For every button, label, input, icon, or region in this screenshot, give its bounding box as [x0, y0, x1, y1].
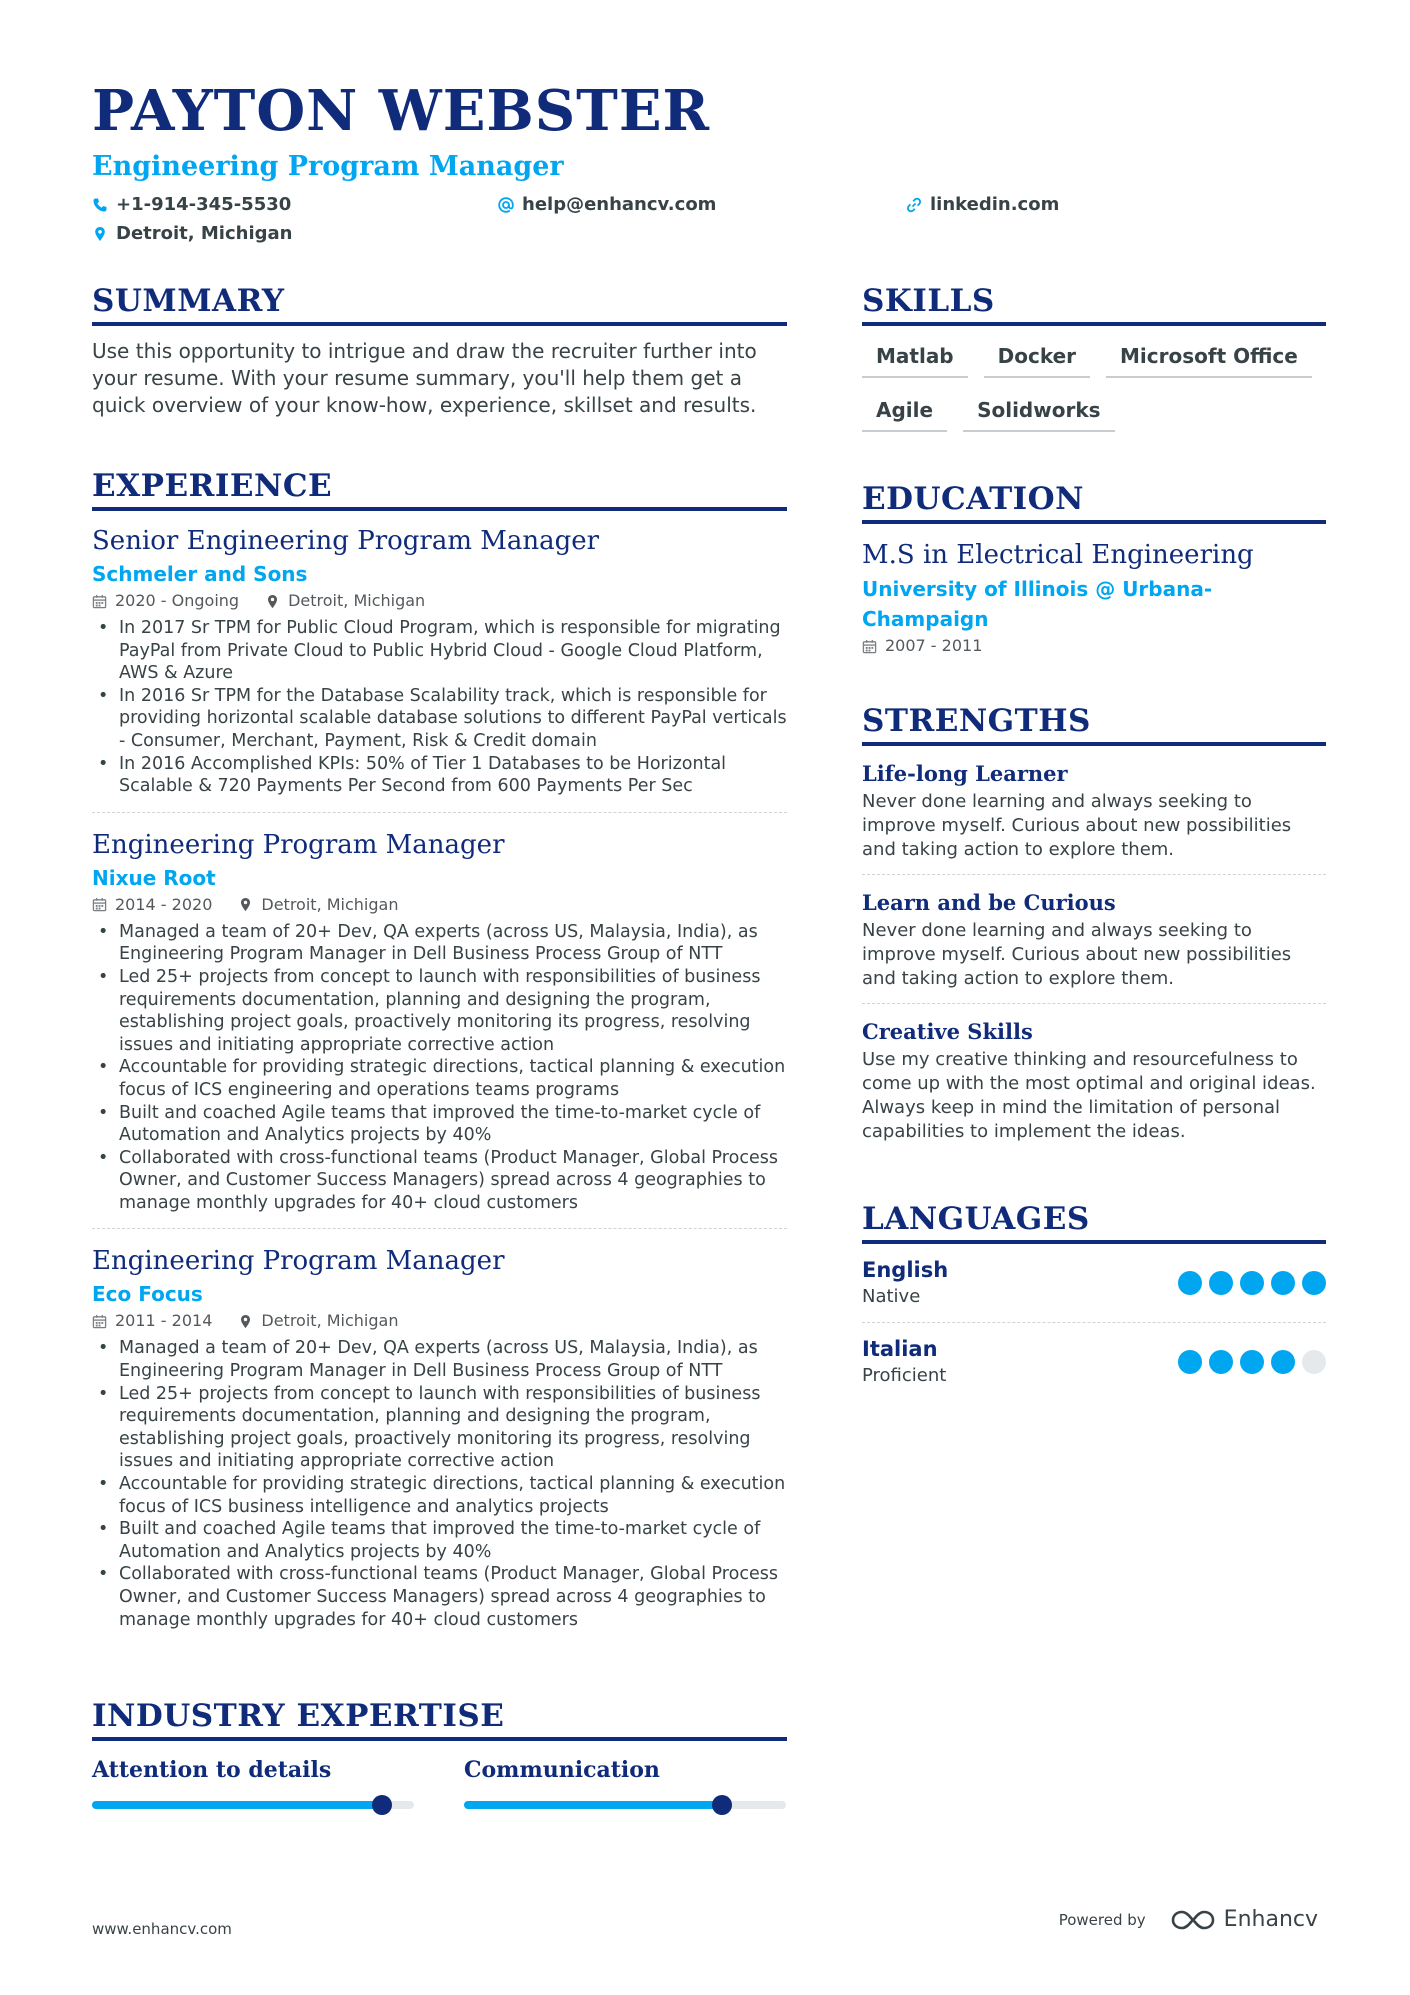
strength-item	[862, 887, 1326, 1004]
expertise-bar	[464, 1801, 786, 1809]
phone-icon	[92, 197, 108, 213]
strengths-list	[862, 758, 1326, 1156]
language-rating	[1178, 1350, 1326, 1374]
skill-tag: Microsoft Office	[1106, 338, 1312, 378]
strength-description: Use my creative thinking and resourcefulness to come up with the most optimal and original ideas. Always keep in mind the limitation of personal capabilities to implement the ideas.	[862, 1049, 1316, 1142]
job-list	[92, 523, 787, 1645]
summary-section	[92, 280, 787, 419]
languages-heading: LANGUAGES	[862, 1198, 1326, 1244]
linkedin-text: linkedin.com	[930, 194, 1060, 215]
job-bullet: • Managed a team of 20+ Dev, QA experts (across US, Malaysia, India), as Engineering Program Manager in Dell Business Process Group of NTT	[92, 921, 787, 966]
language-item	[862, 1335, 1326, 1401]
calendar-icon	[92, 1314, 107, 1329]
job-location	[238, 1309, 398, 1333]
strengths-section	[862, 700, 1326, 1156]
calendar-icon	[92, 594, 107, 609]
footer-branding	[1059, 1907, 1318, 1932]
job-bullet: • Led 25+ projects from concept to launch with responsibilities of business requirements documentation, planning and designing the program, establishing project goals, proactively monitoring its progress, resolving issues and initiating appropriate corrective action	[92, 966, 787, 1056]
summary-heading: SUMMARY	[92, 280, 787, 326]
education-meta	[862, 634, 1326, 658]
job-bullet: • Collaborated with cross-functional teams (Product Manager, Global Process Owner, and Customer Success Managers) spread across 4 geographies to manage monthly upgrades for 40+ cloud customers	[92, 1147, 787, 1215]
skills-heading: SKILLS	[862, 280, 1326, 326]
contact-location	[92, 223, 292, 244]
education-heading: EDUCATION	[862, 478, 1326, 524]
language-rating	[1178, 1271, 1326, 1295]
experience-section	[92, 465, 787, 1645]
job-bullet: • Accountable for providing strategic directions, tactical planning & execution focus of ICS engineering and operations teams programs	[92, 1056, 787, 1101]
languages-section	[862, 1198, 1326, 1401]
job-dates-text: 2020 - Ongoing	[115, 591, 240, 610]
proficiency-dot	[1240, 1350, 1264, 1374]
powered-by-label: Powered by	[1058, 1910, 1146, 1929]
expertise-bar-knob	[372, 1795, 392, 1815]
skill-tag: Docker	[984, 338, 1090, 378]
candidate-name: PAYTON WEBSTER	[92, 78, 711, 144]
proficiency-dot	[1302, 1271, 1326, 1295]
left-column	[92, 280, 787, 1809]
summary-text: Use this opportunity to intrigue and draw the recruiter further into your resume. With your resume summary, you'll help them get a quick overview of your know-how, experience, skillset and results.	[92, 339, 757, 417]
proficiency-dot	[1271, 1271, 1295, 1295]
job-bullet: • Collaborated with cross-functional teams (Product Manager, Global Process Owner, and Customer Success Managers) spread across 4 geographies to manage monthly upgrades for 40+ cloud customers	[92, 1563, 787, 1631]
language-item	[862, 1256, 1326, 1323]
expertise-item	[464, 1753, 786, 1809]
job-bullets	[92, 1337, 787, 1631]
job-location-text: Detroit, Michigan	[261, 1311, 399, 1331]
job-company[interactable]: Eco Focus	[92, 1282, 203, 1307]
language-name: English	[862, 1258, 949, 1282]
industry-expertise-section	[92, 1695, 787, 1809]
job-location	[238, 893, 398, 917]
skills-list	[862, 338, 1326, 432]
expertise-bar-fill	[464, 1801, 722, 1809]
expertise-list	[92, 1753, 787, 1809]
strengths-heading: STRENGTHS	[862, 700, 1326, 746]
job-location-text: Detroit, Michigan	[261, 894, 399, 914]
candidate-role: Engineering Program Manager	[92, 151, 564, 182]
job-title: Engineering Program Manager	[92, 1246, 505, 1277]
link-icon	[906, 197, 922, 213]
education-degree: M.S in Electrical Engineering	[862, 540, 1254, 570]
job-entry	[92, 523, 787, 813]
expertise-bar-fill	[92, 1801, 382, 1809]
right-column	[862, 280, 1326, 1413]
calendar-icon	[862, 639, 877, 654]
skill-tag: Matlab	[862, 338, 968, 378]
job-dates	[92, 589, 239, 613]
job-meta	[92, 893, 787, 917]
proficiency-dot	[1240, 1271, 1264, 1295]
job-location	[265, 589, 425, 613]
proficiency-dot	[1271, 1350, 1295, 1374]
education-dates	[862, 634, 982, 658]
enhancv-logo-text: Enhancv	[1223, 1907, 1318, 1932]
strength-title: Learn and be Curious	[862, 890, 1116, 915]
strength-item	[862, 1016, 1326, 1156]
proficiency-dot	[1302, 1350, 1326, 1374]
expertise-label: Communication	[464, 1757, 660, 1784]
email-text: help@enhancv.com	[522, 194, 717, 215]
strength-title: Creative Skills	[862, 1019, 1033, 1044]
job-bullets	[92, 617, 787, 798]
skill-tag: Agile	[862, 392, 947, 432]
job-bullet: • In 2016 Accomplished KPIs: 50% of Tier 1 Databases to be Horizontal Scalable & 720 Payments Per Second from 600 Payments Per Sec	[92, 753, 787, 798]
language-name: Italian	[862, 1337, 938, 1361]
strength-title: Life-long Learner	[862, 761, 1068, 786]
experience-heading: EXPERIENCE	[92, 465, 787, 511]
proficiency-dot	[1209, 1350, 1233, 1374]
strength-description: Never done learning and always seeking to improve myself. Curious about new possibilities and taking action to explore them.	[862, 920, 1292, 989]
job-dates-text: 2014 - 2020	[115, 894, 213, 914]
strength-description: Never done learning and always seeking to improve myself. Curious about new possibilities and taking action to explore them.	[862, 791, 1292, 860]
job-dates	[92, 893, 212, 917]
enhancv-logo-icon	[1170, 1908, 1216, 1932]
proficiency-dot	[1178, 1350, 1202, 1374]
job-entry	[92, 1243, 787, 1645]
languages-list	[862, 1256, 1326, 1401]
enhancv-logo[interactable]	[1170, 1907, 1318, 1932]
industry-expertise-heading: INDUSTRY EXPERTISE	[92, 1695, 787, 1741]
job-title: Engineering Program Manager	[92, 829, 505, 860]
at-icon	[498, 197, 514, 213]
job-bullets	[92, 921, 787, 1215]
job-dates-text: 2011 - 2014	[115, 1311, 213, 1331]
calendar-icon	[92, 897, 107, 912]
contact-linkedin[interactable]	[906, 194, 1059, 215]
footer-website[interactable]: www.enhancv.com	[92, 1920, 232, 1938]
language-level: Native	[862, 1286, 921, 1307]
proficiency-dot	[1178, 1271, 1202, 1295]
location-pin-icon	[238, 1314, 253, 1329]
job-bullet: • Built and coached Agile teams that improved the time-to-market cycle of Automation and Analytics projects by 40%	[92, 1518, 787, 1563]
skills-section	[862, 280, 1326, 432]
proficiency-dot	[1209, 1271, 1233, 1295]
education-school[interactable]: University of Illinois @ Urbana-Champaign	[862, 577, 1213, 631]
education-dates-text: 2007 - 2011	[885, 636, 983, 655]
phone-text: +1-914-345-5530	[116, 194, 292, 215]
job-meta	[92, 1309, 787, 1333]
language-level: Proficient	[862, 1365, 947, 1386]
skill-tag: Solidworks	[963, 392, 1114, 432]
strength-item	[862, 758, 1326, 875]
education-section	[862, 478, 1326, 658]
job-title: Senior Engineering Program Manager	[92, 526, 600, 556]
location-pin-icon	[238, 897, 253, 912]
job-entry	[92, 827, 787, 1230]
expertise-item	[92, 1753, 414, 1809]
contact-info	[92, 190, 1332, 250]
location-pin-icon	[265, 594, 280, 609]
job-bullet: • In 2016 Sr TPM for the Database Scalability track, which is responsible for providing horizontal scalable database solutions to different PayPal verticals - Consumer, Merchant, Payment, Risk & Credit domain	[92, 685, 787, 753]
job-meta	[92, 589, 787, 613]
resume-header	[92, 76, 1332, 250]
job-bullet: • In 2017 Sr TPM for Public Cloud Program, which is responsible for migrating PayPal from Private Cloud to Public Hybrid Cloud - Google Cloud Platform, AWS & Azure	[92, 617, 787, 685]
job-company[interactable]: Schmeler and Sons	[92, 562, 308, 586]
expertise-label: Attention to details	[92, 1757, 332, 1784]
location-pin-icon	[92, 226, 108, 242]
location-text: Detroit, Michigan	[116, 223, 293, 244]
job-bullet: • Managed a team of 20+ Dev, QA experts (across US, Malaysia, India), as Engineering Program Manager in Dell Business Process Group of NTT	[92, 1337, 787, 1382]
job-company[interactable]: Nixue Root	[92, 865, 216, 890]
job-dates	[92, 1309, 212, 1333]
contact-phone[interactable]	[92, 194, 291, 215]
job-bullet: • Led 25+ projects from concept to launch with responsibilities of business requirements documentation, planning and designing the program, establishing project goals, proactively monitoring its progress, resolving issues and initiating appropriate corrective action	[92, 1383, 787, 1473]
job-bullet: • Accountable for providing strategic directions, tactical planning & execution focus of ICS business intelligence and analytics projects	[92, 1473, 787, 1518]
job-location-text: Detroit, Michigan	[288, 591, 426, 610]
expertise-bar-knob	[712, 1795, 732, 1815]
expertise-bar	[92, 1801, 414, 1809]
job-bullet: • Built and coached Agile teams that improved the time-to-market cycle of Automation and Analytics projects by 40%	[92, 1102, 787, 1147]
contact-email[interactable]	[498, 194, 716, 215]
